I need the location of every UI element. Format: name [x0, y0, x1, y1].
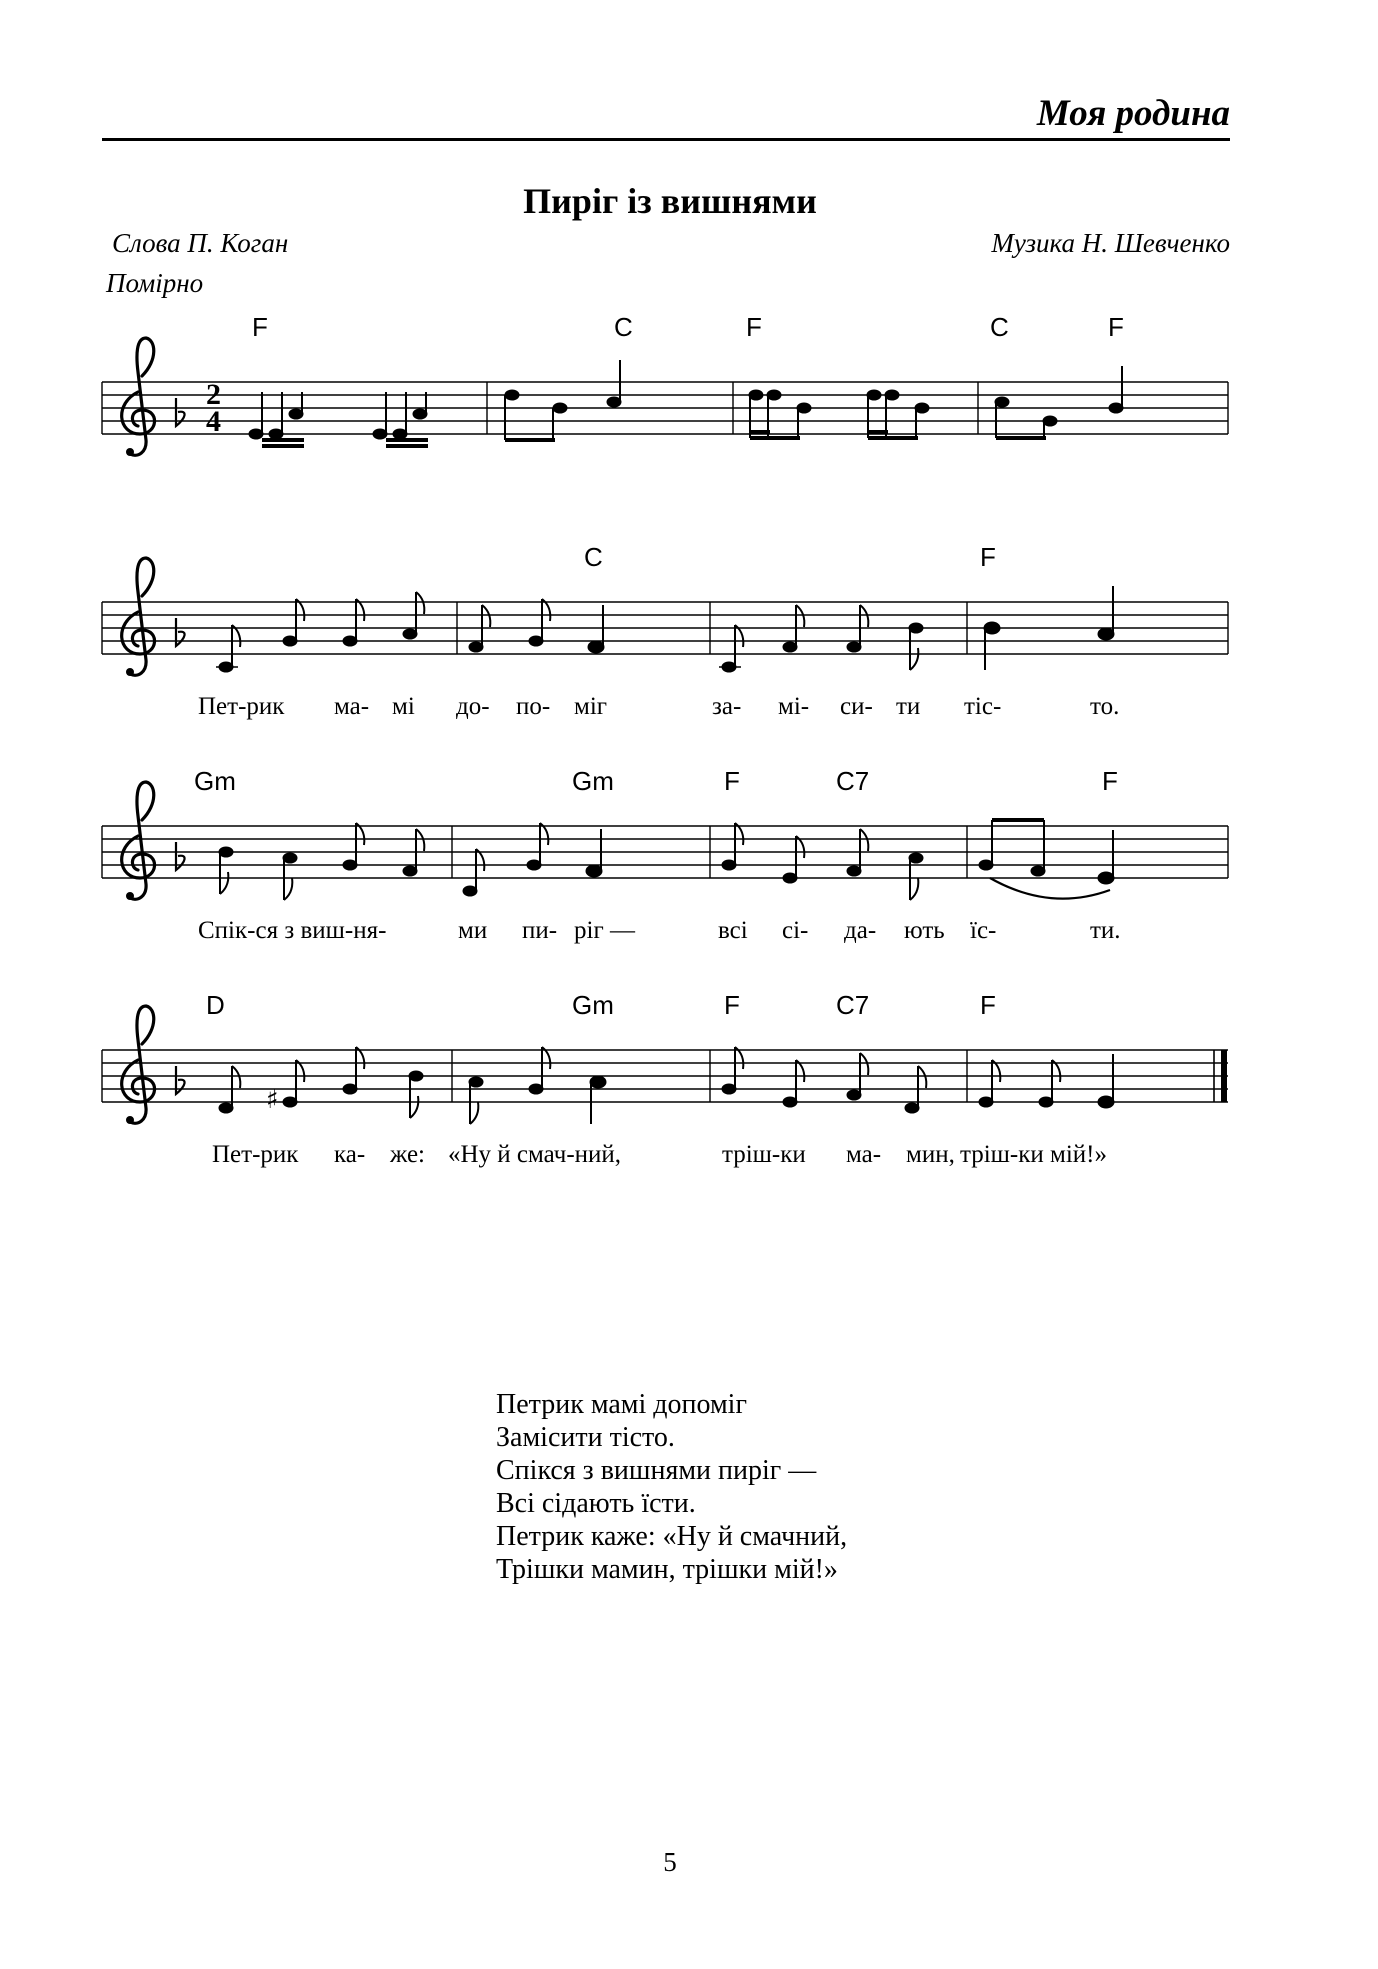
lyric-syllable: пи- [522, 917, 558, 944]
note-group [249, 360, 1123, 446]
poem-text [496, 1388, 847, 1586]
svg-text:2: 2 [206, 378, 221, 411]
poem-line: Трішки мамин, трішки мій!» [496, 1554, 838, 1585]
lyric-syllable: то. [1090, 693, 1120, 720]
system-2 [102, 558, 1228, 676]
note-group [219, 1047, 1114, 1124]
lyric-syllable: тріш-ки мій!» [960, 1141, 1107, 1168]
poem-line: Замісити тісто. [496, 1422, 675, 1453]
system-1 [102, 338, 1228, 456]
lyrics-line-4 [212, 1141, 1107, 1168]
lyric-syllable: всі [718, 917, 748, 944]
lyric-syllable: Спік-ся з виш-ня- [198, 917, 387, 944]
page-number: 5 [663, 1847, 677, 1877]
lyric-syllable: сі- [782, 917, 809, 944]
lyric-syllable: міг [574, 693, 608, 720]
note-group [216, 586, 1114, 672]
lyrics-credit: Слова П. Коган [112, 228, 289, 258]
lyric-syllable: по- [516, 693, 551, 720]
chord-symbol: F [980, 542, 996, 572]
chord-symbol: Gm [572, 990, 614, 1020]
lyric-syllable: да- [844, 917, 877, 944]
flat-icon [176, 618, 185, 646]
lyric-syllable: мин, [906, 1141, 955, 1168]
chord-symbol: C [990, 312, 1009, 342]
treble-clef-icon [122, 782, 155, 900]
music-credit: Музика Н. Шевченко [991, 228, 1230, 258]
chord-symbol: C7 [836, 766, 870, 796]
lyrics-line-3 [198, 917, 1121, 944]
poem-line: Петрик мамі допоміг [496, 1389, 747, 1420]
lyric-syllable: Пет-рик [212, 1141, 299, 1168]
poem-line: Спікся з вишнями пиріг — [496, 1455, 817, 1486]
chord-symbol: C [614, 312, 633, 342]
lyrics-line-2 [198, 693, 1119, 720]
lyric-syllable: за- [712, 693, 742, 720]
lyric-syllable: їс- [970, 917, 997, 944]
lyric-syllable: «Ну й смач-ний, [448, 1141, 622, 1168]
chord-symbol: F [1108, 312, 1124, 342]
chord-symbol: Gm [572, 766, 614, 796]
system-4 [102, 1006, 1228, 1124]
chord-symbol: D [206, 990, 225, 1020]
lyric-syllable: Пет-рик [198, 693, 285, 720]
lyric-syllable: тіс- [964, 693, 1002, 720]
chord-symbol: Gm [194, 766, 236, 796]
chord-symbol: F [1102, 766, 1118, 796]
poem-line: Петрик каже: «Ну й смачний, [496, 1521, 848, 1552]
lyric-syllable: ти [896, 693, 921, 720]
lyric-syllable: ти. [1090, 917, 1121, 944]
section-title: Моя родина [1036, 93, 1230, 134]
treble-clef-icon [122, 1006, 155, 1124]
treble-clef-icon [122, 338, 155, 456]
lyric-syllable: си- [840, 693, 873, 720]
chord-symbol: F [980, 990, 996, 1020]
lyric-syllable: же: [390, 1141, 425, 1168]
tempo-marking: Помірно [106, 268, 204, 298]
lyric-syllable: тріш-ки [722, 1141, 806, 1168]
lyric-syllable: до- [456, 693, 490, 720]
system-3 [102, 782, 1228, 900]
lyric-syllable: ріг — [574, 917, 635, 944]
flat-icon [176, 842, 185, 870]
lyric-syllable: ма- [334, 693, 370, 720]
poem-line: Всі сідають їсти. [496, 1488, 696, 1519]
chord-symbol: F [252, 312, 268, 342]
lyric-syllable: мі- [778, 693, 810, 720]
lyric-syllable: ка- [334, 1141, 366, 1168]
chord-symbol: F [724, 990, 740, 1020]
note-group [219, 820, 1114, 900]
chord-symbol: F [746, 312, 762, 342]
chord-symbol: C [584, 542, 603, 572]
sharp-icon: ♯ [266, 1085, 279, 1115]
treble-clef-icon [122, 558, 155, 676]
flat-icon [176, 1066, 185, 1094]
chord-symbol: F [724, 766, 740, 796]
song-title: Пиріг із вишнями [523, 181, 817, 221]
chord-symbol: C7 [836, 990, 870, 1020]
lyric-syllable: ми [458, 917, 488, 944]
svg-text:4: 4 [206, 405, 221, 438]
lyric-syllable: ма- [846, 1141, 882, 1168]
flat-icon [176, 398, 185, 426]
lyric-syllable: мі [392, 693, 415, 720]
lyric-syllable: ють [904, 917, 945, 944]
